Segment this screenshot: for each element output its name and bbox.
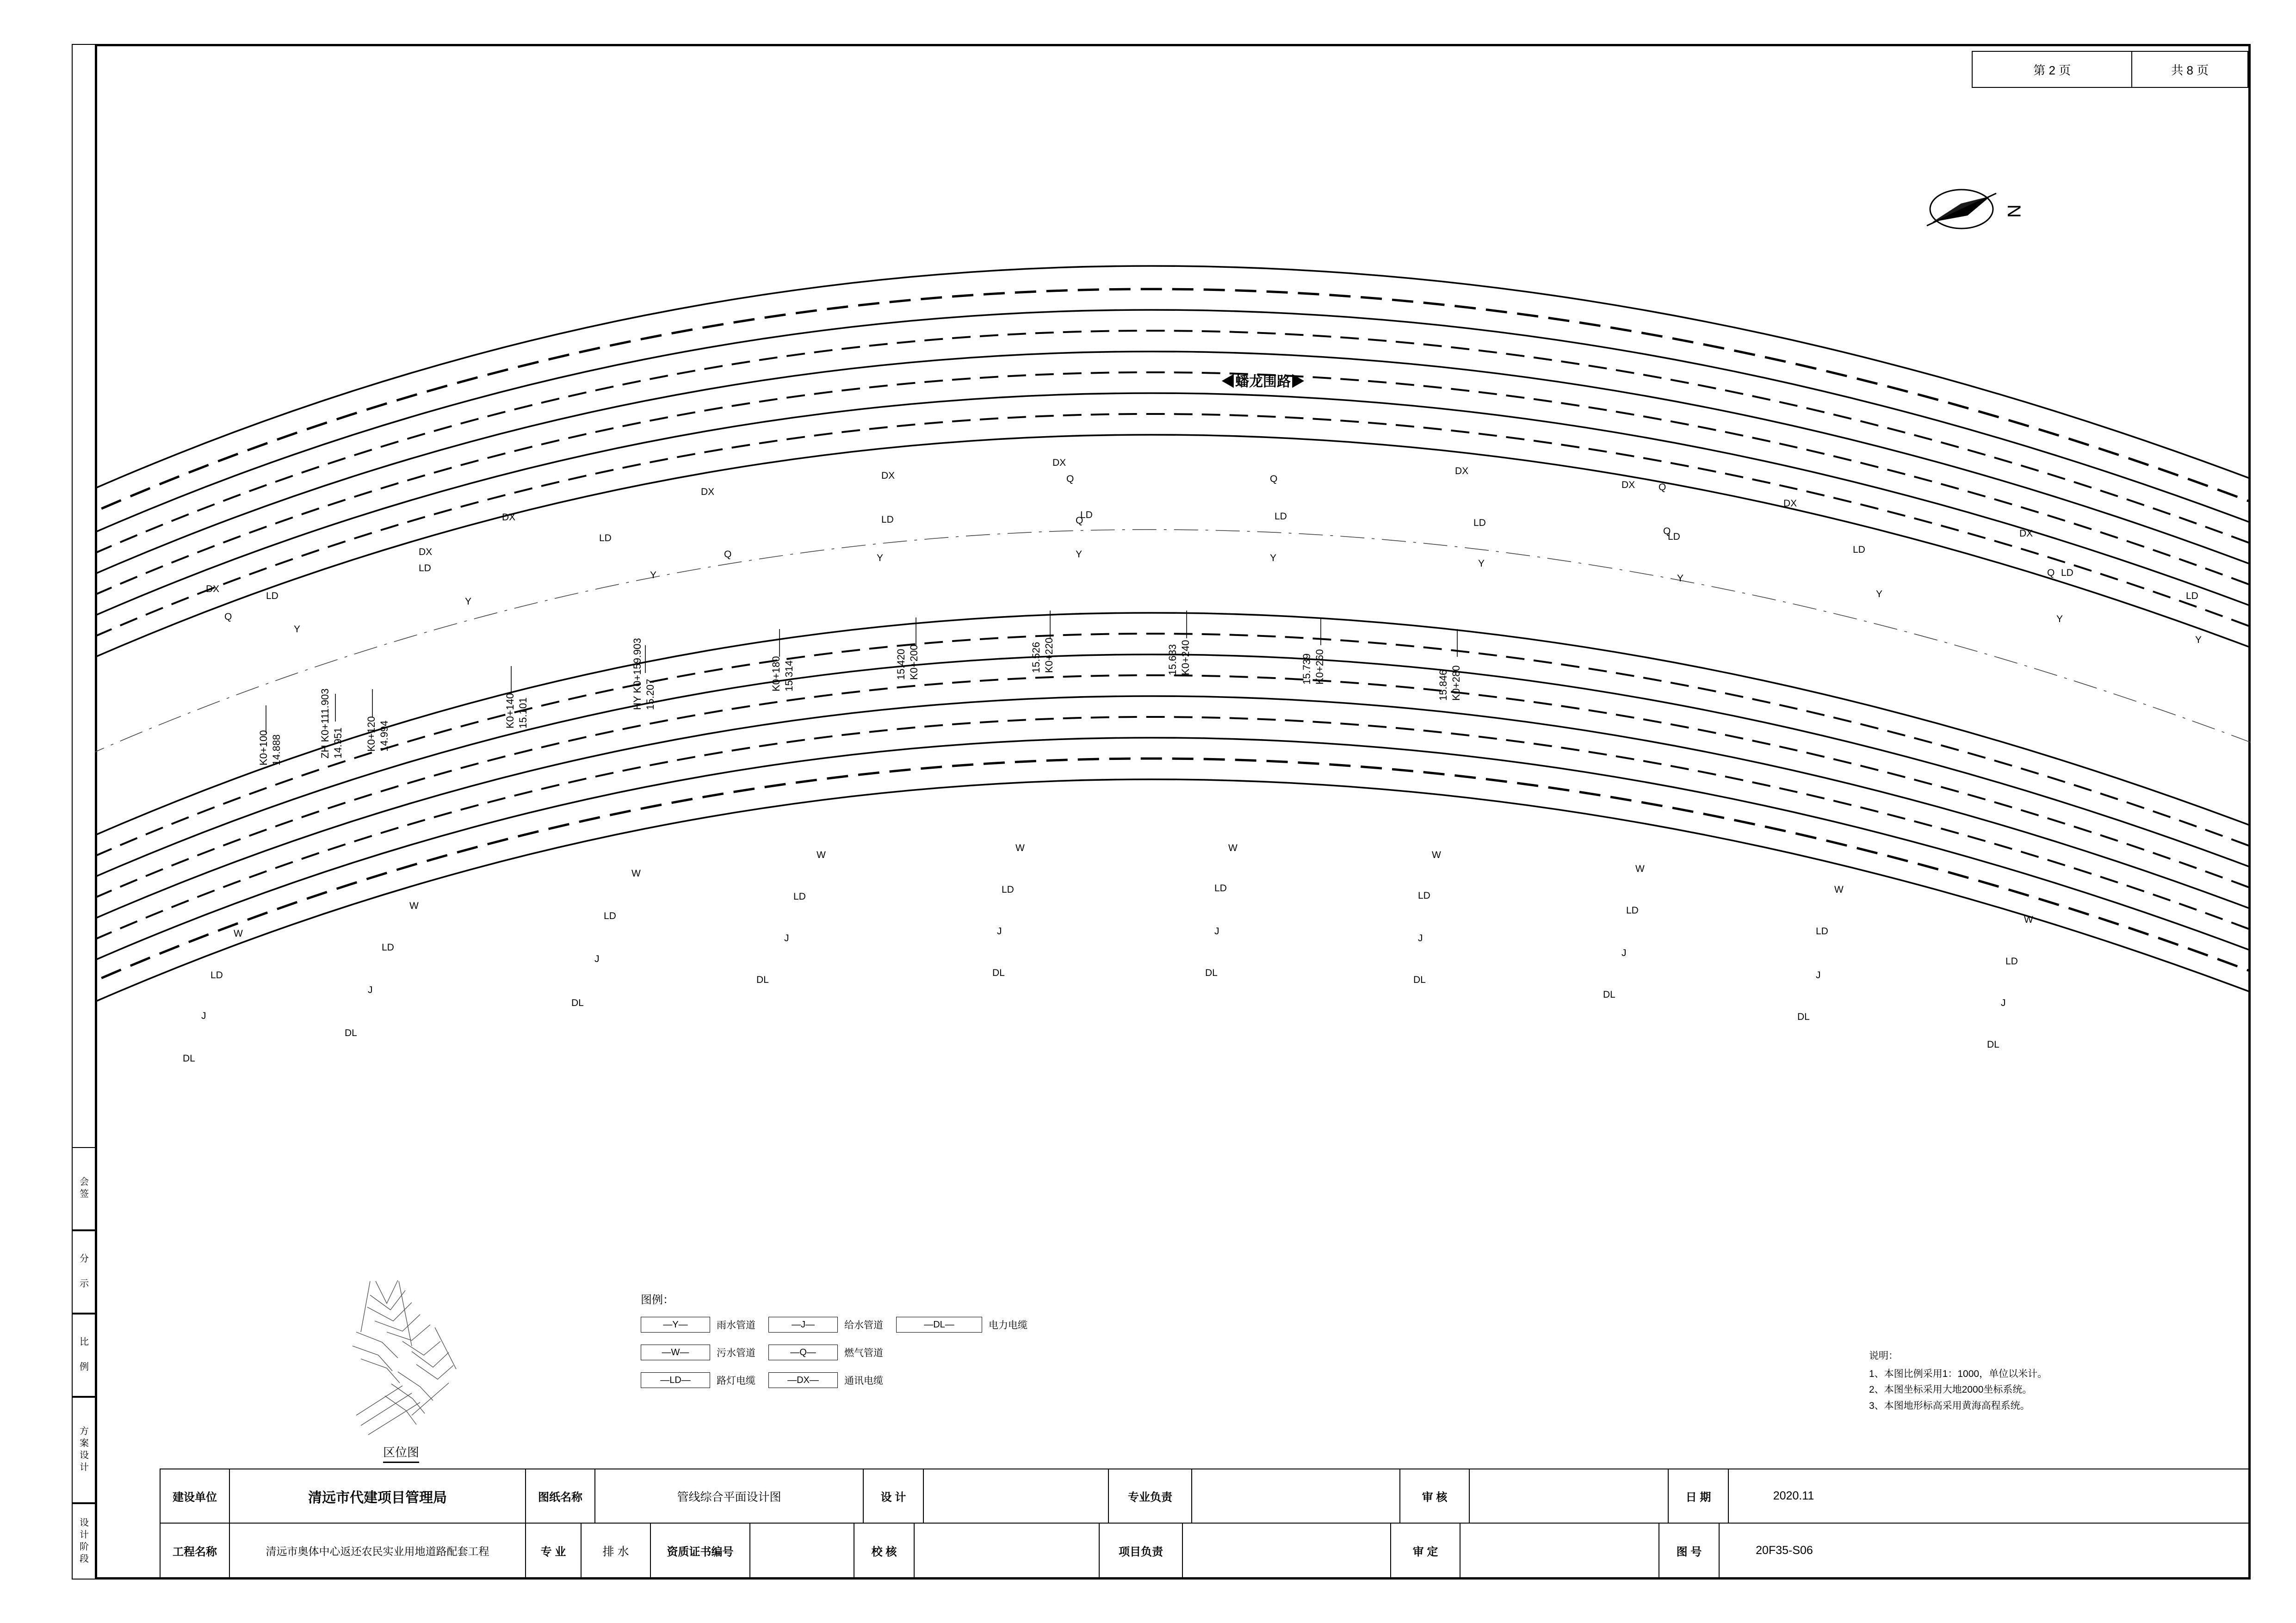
svg-text:DL: DL: [1603, 989, 1615, 1000]
svg-text:LD: LD: [1080, 510, 1093, 520]
legend-item-sewage: [641, 1345, 755, 1360]
legend-text-j: 给水管道: [844, 1320, 883, 1331]
svg-text:Y: Y: [465, 596, 472, 607]
svg-text:DX: DX: [2019, 528, 2033, 539]
svg-text:LD: LD: [1418, 890, 1430, 901]
svg-text:W: W: [817, 850, 826, 860]
svg-text:Q: Q: [1663, 526, 1671, 537]
tb-val-owner: 清远市代建项目管理局: [230, 1469, 526, 1523]
title-block-row-1: [161, 1469, 2249, 1524]
notes-line-1: 1、本图比例采用1：1000，单位以米计。: [1869, 1368, 2048, 1379]
left-tab-0-label: 会签: [78, 1177, 88, 1201]
svg-text:W: W: [1015, 843, 1025, 853]
svg-text:J: J: [997, 926, 1002, 937]
legend-row-1: [641, 1317, 1196, 1333]
location-map-caption: 区位图: [383, 1443, 419, 1463]
svg-text:J: J: [1418, 933, 1423, 944]
tb-key-drawing-name: 图纸名称: [526, 1469, 595, 1523]
legend-item-power: [896, 1317, 1027, 1333]
svg-text:Q: Q: [224, 611, 232, 622]
title-block-left-spacer: [96, 1469, 161, 1579]
tb-key-specialty: 专 业: [526, 1524, 582, 1578]
chainage-elev-0: 14.888: [271, 734, 282, 765]
legend-text-y: 雨水管道: [717, 1320, 755, 1331]
notes-line-3: 3、本图地形标高采用黄海高程系统。: [1869, 1400, 2030, 1411]
svg-text:LD: LD: [2061, 568, 2073, 578]
tb-val-check[interactable]: [915, 1524, 1100, 1578]
svg-text:DX: DX: [881, 470, 895, 481]
legend-text-q: 燃气管道: [844, 1348, 883, 1358]
left-tab-0: [72, 1147, 95, 1230]
notes-line-2: 2、本图坐标采用大地2000坐标系统。: [1869, 1384, 2032, 1395]
chainage-station-8: K0+240: [1180, 640, 1191, 675]
svg-text:LD: LD: [1275, 511, 1287, 522]
svg-text:DL: DL: [992, 968, 1005, 978]
notes-block: [1869, 1348, 2239, 1414]
svg-text:DL: DL: [756, 975, 769, 985]
svg-text:DL: DL: [1205, 968, 1218, 978]
chainage-elev-9: 15.739: [1301, 653, 1312, 685]
tb-key-qualification: 资质证书编号: [651, 1524, 750, 1578]
tb-val-project-lead[interactable]: [1183, 1524, 1391, 1578]
left-tab-3: [72, 1397, 95, 1503]
svg-text:Y: Y: [877, 553, 884, 563]
legend-text-ld: 路灯电缆: [717, 1376, 755, 1386]
svg-text:LD: LD: [1002, 884, 1014, 895]
svg-text:DX: DX: [419, 547, 433, 557]
chainage-elev-6: 15.420: [895, 648, 907, 680]
tb-val-qualification[interactable]: [750, 1524, 854, 1578]
svg-text:Y: Y: [650, 570, 657, 580]
legend-code-y: —Y—: [641, 1317, 710, 1333]
chainage-elev-1: 14.951: [332, 727, 344, 759]
svg-text:W: W: [1635, 864, 1645, 874]
left-tab-4: [72, 1503, 95, 1580]
svg-text:LD: LD: [793, 891, 806, 902]
chainage-station-5: K0+180: [770, 656, 782, 691]
legend-text-dl: 电力电缆: [989, 1320, 1027, 1331]
page-total: 共 8 页: [2171, 63, 2209, 77]
svg-text:DL: DL: [345, 1028, 357, 1038]
tb-key-date: 日 期: [1669, 1469, 1729, 1523]
chainage-elev-2: 14.994: [378, 720, 390, 752]
chainage-elev-10: 15.846: [1437, 669, 1449, 701]
svg-text:W: W: [1228, 843, 1238, 853]
svg-text:DL: DL: [1987, 1039, 1999, 1050]
svg-text:LD: LD: [1473, 518, 1486, 528]
tb-val-date: 2020.11: [1773, 1489, 1814, 1502]
tb-val-drawing-name: 管线综合平面设计图: [595, 1469, 864, 1523]
chainage-station-3: K0+140: [504, 693, 516, 728]
legend-code-j: —J—: [768, 1317, 838, 1333]
legend-item-water-supply: [768, 1317, 883, 1333]
svg-text:LD: LD: [1668, 531, 1680, 542]
svg-text:DX: DX: [1621, 480, 1635, 490]
svg-text:Q: Q: [1270, 474, 1278, 484]
legend-code-dx: —DX—: [768, 1372, 838, 1388]
legend-code-ld: —LD—: [641, 1372, 710, 1388]
tb-key-project: 工程名称: [161, 1524, 230, 1578]
svg-text:DX: DX: [502, 512, 516, 523]
chainage-elev-3: 15.101: [517, 697, 529, 728]
chainage-station-4: HY K0+159.903: [631, 638, 643, 710]
svg-text:DL: DL: [1797, 1012, 1810, 1022]
svg-text:J: J: [594, 954, 600, 964]
svg-text:J: J: [1816, 970, 1821, 981]
tb-val-discipline-lead[interactable]: [1192, 1469, 1400, 1523]
svg-text:W: W: [1432, 850, 1441, 860]
legend: [641, 1290, 1196, 1400]
svg-text:LD: LD: [266, 591, 278, 601]
tb-val-project: 清远市奥体中心返还农民实业用地道路配套工程: [230, 1524, 526, 1578]
road-name-label: ◀蟠龙围路▶: [1221, 374, 1305, 389]
left-tab-2: [72, 1314, 95, 1397]
svg-text:Y: Y: [294, 624, 301, 635]
svg-text:DX: DX: [206, 584, 220, 594]
left-tab-4-label: 设计阶段: [78, 1517, 88, 1566]
tb-key-discipline-lead: 专业负责: [1109, 1469, 1192, 1523]
tb-val-review[interactable]: [1470, 1469, 1669, 1523]
left-tab-1: [72, 1230, 95, 1314]
svg-text:J: J: [201, 1011, 206, 1021]
tb-key-review: 审 核: [1400, 1469, 1470, 1523]
svg-text:Y: Y: [1876, 589, 1883, 599]
svg-text:LD: LD: [2005, 956, 2018, 967]
tb-key-drawing-no: 图 号: [1659, 1524, 1720, 1578]
legend-item-rainwater: [641, 1317, 755, 1333]
chainage-elev-8: 15.633: [1167, 644, 1178, 675]
svg-text:J: J: [1621, 948, 1627, 958]
svg-text:LD: LD: [419, 563, 431, 574]
tb-val-drawing-no: 20F35-S06: [1756, 1544, 1813, 1557]
svg-text:DL: DL: [1413, 975, 1426, 985]
legend-code-dl: —DL—: [896, 1317, 982, 1333]
svg-text:J: J: [368, 985, 373, 995]
legend-row-2: [641, 1345, 1196, 1360]
legend-item-gas: [768, 1345, 883, 1360]
svg-text:LD: LD: [382, 942, 394, 953]
svg-text:DX: DX: [1783, 498, 1797, 509]
location-map-sketch: [342, 1277, 490, 1452]
svg-text:LD: LD: [881, 514, 894, 525]
legend-text-w: 污水管道: [717, 1348, 755, 1358]
chainage-elev-4: 15.207: [644, 679, 656, 710]
svg-text:W: W: [234, 928, 243, 939]
svg-text:LD: LD: [1853, 544, 1865, 555]
tb-key-check: 校 核: [854, 1524, 915, 1578]
svg-text:Y: Y: [2056, 614, 2063, 624]
title-block-row-2: [161, 1524, 2249, 1578]
legend-title: 图例：: [641, 1294, 674, 1306]
left-tab-2-label: 比 例: [78, 1337, 88, 1374]
svg-text:DX: DX: [1052, 457, 1066, 468]
left-tab-1-label: 分 示: [78, 1253, 88, 1290]
svg-text:Q: Q: [724, 549, 732, 560]
svg-text:LD: LD: [210, 970, 223, 981]
svg-text:LD: LD: [1214, 883, 1227, 894]
svg-text:Y: Y: [1270, 553, 1277, 563]
tb-key-project-lead: 项目负责: [1100, 1524, 1183, 1578]
svg-text:N: N: [2004, 204, 2024, 218]
chainage-elev-7: 15.526: [1030, 642, 1042, 673]
svg-text:DX: DX: [701, 487, 715, 497]
svg-text:LD: LD: [604, 911, 616, 921]
svg-text:LD: LD: [2186, 591, 2198, 601]
svg-text:W: W: [2024, 914, 2033, 925]
legend-text-dx: 通讯电缆: [844, 1376, 883, 1386]
chainage-station-1: ZH K0+111.903: [319, 688, 331, 759]
svg-text:Y: Y: [1076, 549, 1083, 560]
chainage-station-7: K0+220: [1043, 637, 1055, 673]
svg-text:Q: Q: [1066, 474, 1074, 484]
svg-text:LD: LD: [599, 533, 612, 543]
notes-title: 说明：: [1869, 1351, 1898, 1361]
legend-code-w: —W—: [641, 1345, 710, 1360]
svg-text:DL: DL: [571, 998, 584, 1008]
tb-key-design: 设 计: [864, 1469, 924, 1523]
svg-text:DL: DL: [183, 1053, 195, 1064]
svg-text:Y: Y: [1677, 573, 1684, 584]
svg-text:LD: LD: [1816, 926, 1828, 937]
title-block: [160, 1469, 2250, 1579]
chainage-station-6: K0+200: [908, 644, 920, 680]
legend-code-q: —Q—: [768, 1345, 838, 1360]
svg-text:LD: LD: [1626, 905, 1639, 916]
tb-val-approve[interactable]: [1461, 1524, 1659, 1578]
svg-text:Q: Q: [1659, 482, 1666, 493]
svg-text:Q: Q: [1076, 515, 1083, 526]
svg-text:W: W: [631, 868, 641, 879]
legend-row-3: [641, 1372, 1196, 1388]
svg-text:W: W: [409, 901, 419, 911]
svg-text:J: J: [1214, 926, 1219, 937]
tb-key-owner: 建设单位: [161, 1469, 230, 1523]
tb-val-design[interactable]: [924, 1469, 1109, 1523]
svg-text:J: J: [2001, 998, 2006, 1008]
chainage-station-2: K0+120: [365, 716, 377, 752]
chainage-station-0: K0+100: [258, 730, 269, 765]
svg-text:J: J: [784, 933, 789, 944]
tb-val-specialty: 排 水: [582, 1524, 651, 1578]
svg-text:W: W: [1834, 884, 1844, 895]
tb-key-approve: 审 定: [1391, 1524, 1461, 1578]
legend-item-streetlight: [641, 1372, 755, 1388]
svg-text:Q: Q: [2047, 568, 2055, 578]
page-current: 第 2 页: [1973, 52, 2132, 87]
svg-text:Y: Y: [1478, 558, 1485, 569]
legend-item-telecom: [768, 1372, 883, 1388]
svg-text:Y: Y: [2195, 635, 2202, 645]
chainage-elev-5: 15.314: [783, 660, 795, 691]
left-tab-3-label: 方案设计: [78, 1426, 88, 1474]
svg-text:DX: DX: [1455, 466, 1469, 476]
chainage-station-9: K0+260: [1314, 649, 1325, 685]
chainage-station-10: K0+280: [1450, 665, 1462, 701]
